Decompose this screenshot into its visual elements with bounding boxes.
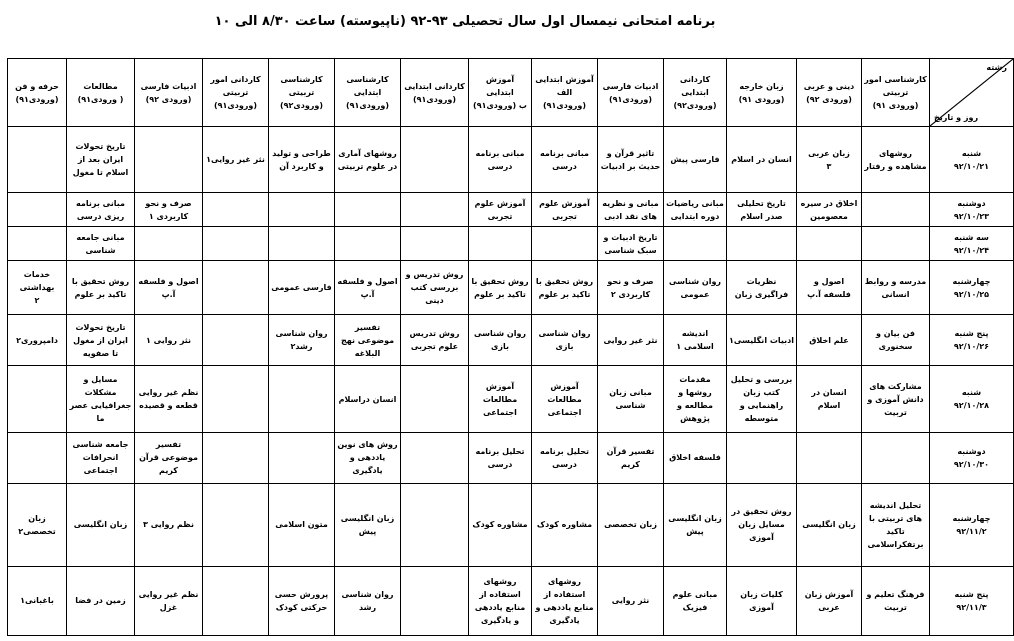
course-cell: مبانی و نظریه های نقد ادبی [598,193,664,227]
course-cell: نظم غیر روایی قطعه و قصیده [135,366,203,432]
day-date-cell: دوشنبه ۹۲/۱۰/۲۳ [930,193,1014,227]
course-cell [532,227,598,261]
course-cell: اخلاق در سیره معصومین [797,193,862,227]
course-cell: تحلیل برنامه درسی [532,432,598,484]
course-cell [8,227,67,261]
course-cell: اصول و فلسفه آ.پ [135,261,203,315]
schedule-row [8,227,1014,261]
course-cell: انسان دراسلام [335,366,401,432]
course-cell [203,366,269,432]
course-cell [203,227,269,261]
course-cell: نثر غیر روایی [598,314,664,366]
schedule-row [8,566,1014,635]
course-cell [269,227,335,261]
course-cell: روشهای آماری در علوم تربیتی [335,127,401,193]
course-cell: تاریخ ادبیات و سبک شناسی [598,227,664,261]
course-cell: زبان تخصصی [598,484,664,567]
course-cell: مبانی جامعه شناسی [67,227,135,261]
course-cell [269,366,335,432]
day-date-cell: دوشنبه ۹۲/۱۰/۳۰ [930,432,1014,484]
course-cell [269,193,335,227]
course-cell: تحلیل برنامه درسی [469,432,532,484]
course-cell: اصول و فلسفه آ.پ [797,261,862,315]
course-cell: طراحی و تولید و کاربرد آن [269,127,335,193]
column-header: آموزش ابتدایی الف (ورودی۹۱) [532,59,598,127]
course-cell: مسایل و مشکلات جغرافیایی عصر ما [67,366,135,432]
course-cell: پرورش حسی حرکتی کودک [269,566,335,635]
schedule-row [8,314,1014,366]
corner-cell [930,59,1014,127]
column-header: کارشناسی ابتدایی (ورودی۹۱) [335,59,401,127]
course-cell: روان شناسی رشد [335,566,401,635]
column-header: آموزش ابتدایی ب (ورودی۹۱) [469,59,532,127]
course-cell: اندیشه اسلامی ۱ [664,314,727,366]
course-cell [135,227,203,261]
column-header: مطالعات ( ورودی۹۱) [67,59,135,127]
course-cell: تاریخ تحلیلی صدر اسلام [727,193,797,227]
course-cell [469,227,532,261]
course-cell: تفسیر قرآن کریم [598,432,664,484]
schedule-row [8,484,1014,567]
course-cell [401,193,469,227]
course-cell: زبان انگلیسی پیش [335,484,401,567]
course-cell [401,432,469,484]
day-date-cell: شنبه ۹۲/۱۰/۲۱ [930,127,1014,193]
course-cell [797,227,862,261]
course-cell: خدمات بهداشتی ۲ [8,261,67,315]
course-cell: علم اخلاق [797,314,862,366]
course-cell: بررسی و تحلیل کتب زبان راهنمایی و متوسطه [727,366,797,432]
course-cell: روش تدریس و بررسی کتب دینی [401,261,469,315]
course-cell: مقدمات روشها و مطالعه و پژوهش [664,366,727,432]
course-cell: آموزش مطالعات اجتماعی [532,366,598,432]
course-cell [664,227,727,261]
schedule-row [8,193,1014,227]
course-cell [401,366,469,432]
course-cell: مبانی برنامه درسی [532,127,598,193]
course-cell: اصول و فلسفه آ.پ [335,261,401,315]
course-cell: متون اسلامی [269,484,335,567]
course-cell: مشارکت های دانش آموزی و تربیت [862,366,930,432]
course-cell: نثر روایی ۱ [135,314,203,366]
day-date-cell: سه شنبه ۹۲/۱۰/۲۴ [930,227,1014,261]
schedule-row [8,366,1014,432]
course-cell [203,432,269,484]
course-cell: مشاوره کودک [532,484,598,567]
course-cell [335,227,401,261]
course-cell: مبانی برنامه درسی [469,127,532,193]
course-cell: ادبیات انگلیسی۱ [727,314,797,366]
course-cell: آموزش علوم تجربی [532,193,598,227]
course-cell [862,193,930,227]
day-date-cell: پنج شنبه ۹۲/۱۱/۳ [930,566,1014,635]
course-cell: زبان انگلیسی [67,484,135,567]
column-header: کاردانی امور تربیتی (ورودی۹۱) [203,59,269,127]
course-cell: نثر غیر روایی۱ [203,127,269,193]
course-cell [727,432,797,484]
day-date-cell: چهارشنبه ۹۲/۱۰/۲۵ [930,261,1014,315]
column-header: کارشناسی تربیتی (ورودی۹۲) [269,59,335,127]
course-cell [727,227,797,261]
course-cell: فلسفه اخلاق [664,432,727,484]
course-cell: فارسی عمومی [269,261,335,315]
course-cell: انسان در اسلام [797,366,862,432]
day-date-cell: شنبه ۹۲/۱۰/۲۸ [930,366,1014,432]
course-cell [8,432,67,484]
course-cell: انسان در اسلام [727,127,797,193]
course-cell: مبانی زبان شناسی [598,366,664,432]
course-cell: روش تحقیق با تاکید بر علوم [532,261,598,315]
course-cell: روان شناسی عمومی [664,261,727,315]
course-cell: تاثیر قرآن و حدیث بر ادبیات [598,127,664,193]
course-cell: مدرسه و روابط انسانی [862,261,930,315]
course-cell: تفسیر موضوعی قرآن کریم [135,432,203,484]
course-cell [401,227,469,261]
course-cell: نظریات فراگیری زبان [727,261,797,315]
course-cell: فرهنگ تعلیم و تربیت [862,566,930,635]
course-cell: روش تحقیق با تاکید بر علوم [469,261,532,315]
course-cell: مبانی علوم فیزیک [664,566,727,635]
course-cell: زبان عربی ۳ [797,127,862,193]
course-cell: تفسیر موضوعی نهج البلاغه [335,314,401,366]
column-header: کاردانی ابتدایی (ورودی۹۱) [401,59,469,127]
schedule-row [8,261,1014,315]
course-cell: نظم روایی ۳ [135,484,203,567]
page-title: برنامه امتحانی نیمسال اول سال تحصیلی ۹۳-۹۲ (ناپیوسته) ساعت ۸/۳۰ الی ۱۰ [214,14,716,29]
course-cell [862,227,930,261]
course-cell: مبانی برنامه ریزی درسی [67,193,135,227]
column-header: ادبیات فارسی (ورودی۹۱) [598,59,664,127]
course-cell [203,484,269,567]
course-cell: آموزش مطالعات اجتماعی [469,366,532,432]
course-cell: روش های نوین یاددهی و یادگیری [335,432,401,484]
course-cell [203,566,269,635]
column-header: زبان خارجه (ورودی ۹۱) [727,59,797,127]
course-cell: صرف و نحو کاربردی ۱ [135,193,203,227]
course-cell [401,127,469,193]
course-cell [401,484,469,567]
course-cell: روان شناسی بازی [469,314,532,366]
corner-field-label: رشته [986,63,1007,72]
course-cell [797,432,862,484]
course-cell: کلیات زبان آموزی [727,566,797,635]
course-cell: صرف و نحو کاربردی ۲ [598,261,664,315]
schedule-row [8,432,1014,484]
corner-date-label: روز و تاریخ [934,113,979,122]
course-cell [8,127,67,193]
course-cell: روان شناسی بازی [532,314,598,366]
course-cell [8,193,67,227]
course-cell [401,566,469,635]
course-cell: باغبانی۱ [8,566,67,635]
day-date-cell: پنج شنبه ۹۲/۱۰/۲۶ [930,314,1014,366]
course-cell: زبان انگلیسی [797,484,862,567]
course-cell: روان شناسی رشد۲ [269,314,335,366]
header-row [8,59,1014,127]
course-cell: روش تحقیق با تاکید بر علوم [67,261,135,315]
course-cell: تحلیل اندیشه های تربیتی با تاکید برتفکراسلامی [862,484,930,567]
column-header: حرفه و فن (ورودی۹۱) [8,59,67,127]
column-header: دینی و عربی (ورودی ۹۲) [797,59,862,127]
column-header: کارشناسی امور تربیتی (ورودی ۹۱) [862,59,930,127]
course-cell: زمین در فضا [67,566,135,635]
course-cell: آموزش زبان عربی [797,566,862,635]
course-cell [203,314,269,366]
column-header: کاردانی ابتدایی (ورودی۹۲) [664,59,727,127]
course-cell: مبانی ریاضیات دوره ابتدایی [664,193,727,227]
course-cell: فن بیان و سخنوری [862,314,930,366]
course-cell [203,193,269,227]
course-cell [135,127,203,193]
schedule-row [8,127,1014,193]
day-date-cell: چهارشنبه ۹۲/۱۱/۲ [930,484,1014,567]
course-cell: دامپروری۲ [8,314,67,366]
course-cell: نثر روایی [598,566,664,635]
course-cell: آموزش علوم تجربی [469,193,532,227]
course-cell [269,432,335,484]
course-cell: نظم غیر روایی غزل [135,566,203,635]
course-cell [335,193,401,227]
exam-schedule-table [7,58,1014,636]
course-cell: زبان تخصصی۲ [8,484,67,567]
course-cell: روش تدریس علوم تجربی [401,314,469,366]
course-cell: روشهای مشاهده و رفتار [862,127,930,193]
course-cell: زبان انگلیسی پیش [664,484,727,567]
course-cell [862,432,930,484]
course-cell: تاریخ تحولات ایران از مغول تا صفویه [67,314,135,366]
course-cell: تاریخ تحولات ایران بعد از اسلام تا مغول [67,127,135,193]
course-cell: فارسی پیش [664,127,727,193]
course-cell [203,261,269,315]
course-cell: جامعه شناسی انحرافات اجتماعی [67,432,135,484]
course-cell: مشاوره کودک [469,484,532,567]
course-cell: روشهای استفاده از منابع یاددهی و یادگیری [469,566,532,635]
course-cell: روشهای استفاده از منابع یاددهی و یادگیری [532,566,598,635]
course-cell [8,366,67,432]
course-cell: روش تحقیق در مسایل زبان آموزی [727,484,797,567]
column-header: ادبیات فارسی (ورودی ۹۲) [135,59,203,127]
